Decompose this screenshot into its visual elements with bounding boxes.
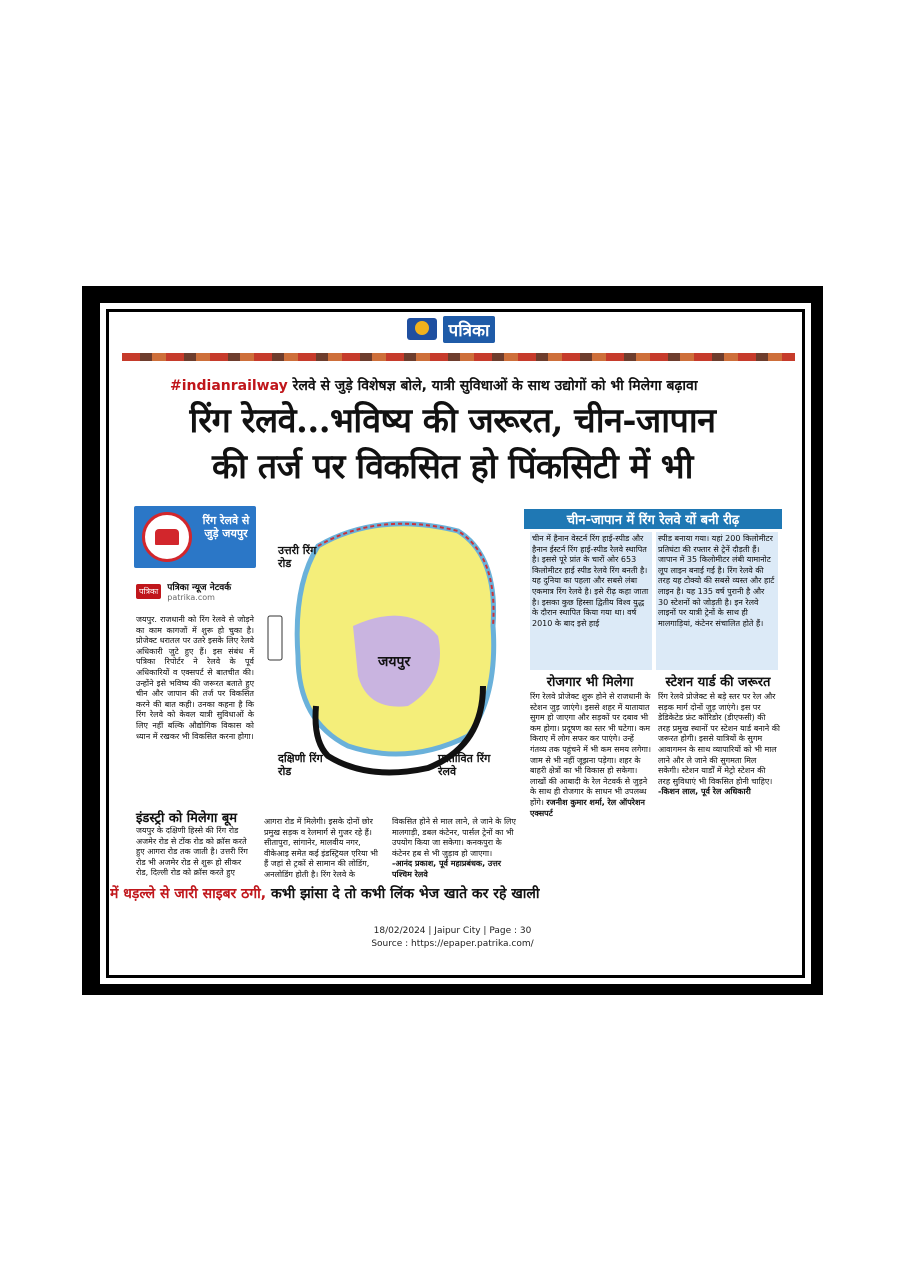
kicker xyxy=(170,376,697,395)
employment-signature: रजनीश कुमार शर्मा, रेल ऑपरेशन एक्सपर्ट xyxy=(530,797,645,818)
right-column-2: स्पीड बनाया गया। यहां 200 किलोमीटर प्रतिघंटा की रफ्तार से ट्रेनें दौड़ती हैं। जापान में 35 किलोमीटर लंबी यामानोट लूप लाइन बनाई गई है। रिंग रेलवे की तरह यह टोक्यो की सबसे व्यस्त और हार्ट लाइन है। यह 135 वर्ष पुरानी है और 30 स्टेशनों को जोड़ती है। इन रेलवे लाइनों पर यात्री ट्रेनों के साथ ही मालगाड़ियां, कंटेनर संचालित होते हैं। xyxy=(656,532,778,670)
left-subheading: इंडस्ट्री को मिलेगा बूम xyxy=(136,811,238,826)
headline xyxy=(110,398,795,490)
decorative-strip xyxy=(122,353,795,361)
mid-signature: -आनंद प्रकाश, पूर्व महाप्रबंधक, उत्तर पश्चिम रेलवे xyxy=(392,859,502,879)
map-north-label: उत्तरी रिंग रोड xyxy=(278,544,317,570)
map-south-label: दक्षिणी रिंग रोड xyxy=(278,752,323,778)
next-headline-rest: कभी झांसा दे तो कभी लिंक भेज खाते कर रहे खाली xyxy=(266,886,540,902)
left-body-text: जयपुर. राजधानी को रिंग रेलवे से जोड़ने का काम कागजों में शुरू हो चुका है। प्रोजेक्ट धरातल पर उतरे इसके लिए रेलवे अधिकारी जुटे हुए हैं। इस संबंध में पत्रिका रिपोर्टर ने रेलवे के पूर्व अधिकारियों व एक्सपर्ट से बातचीत की। उन्होंने इसे भविष्य की जरूरत बताते हुए चीन और जापान की तर्ज पर विकसित करने की बात कही। उनका कहना है कि रिंग रेलवे को केवल यात्री सुविधाओं के लिए नहीं बल्कि औद्योगिक विकास को ध्यान में रखकर भी विकसित करना होगा। xyxy=(136,615,254,741)
byline-badge: पत्रिका xyxy=(136,584,161,599)
headline-line-2: की तर्ज पर विकसित हो पिंकसिटी में भी xyxy=(212,447,693,487)
station-yard-subheading: स्टेशन यार्ड की जरूरत xyxy=(665,675,771,690)
masthead-name: पत्रिका xyxy=(443,316,496,343)
right-column-1: चीन में हैनान वेस्टर्न रिंग हाई-स्पीड और हैनान ईस्टर्न रिंग हाई-स्पीड रेलवे स्थापित है। इससे पूरे प्रांत के चारों ओर 653 किलोमीटर हाई स्पीड रेलवे रिंग बनती है। यह दुनिया का पहला और सबसे लंबा एकमात्र रिंग रेलवे है। इसे रीढ़ कहा जाता है। इसका कुछ हिस्सा द्वितीय विश्व युद्ध के दौरान स्थापित किया गया था। वर्ष 2010 के बाद इसे हाई xyxy=(530,532,652,670)
left-body-text-2: जयपुर के दक्षिणी हिस्से की रिंग रोड अजमेर रोड से टोंक रोड को क्रॉस करते हुए आगरा रोड तक जाती है। उत्तरी रिंग रोड भी अजमेर रोड से शुरू हो सीकर रोड, दिल्ली रोड को क्रॉस करते हुए xyxy=(136,826,248,878)
headline-line-1: रिंग रेलवे...भविष्य की जरूरत, चीन-जापान xyxy=(189,401,716,441)
employment-text: रिंग रेलवे प्रोजेक्ट शुरू होने से राजधानी के स्टेशन जुड़ जाएंगे। इससे शहर में यातायात सुगम हो जाएगा और सड़कों पर दबाव भी कम होगा। प्रदूषण का स्तर भी घटेगा। कम किराए में लोग सफर कर पाएंगे। उन्हें गंतव्य तक पहुंचने में भी कम समय लगेगा। जाम से भी नहीं जूझना पड़ेगा। शहर के बाहरी क्षेत्रों का भी विकास हो सकेगा। लाखों की आबादी के रेल नेटवर्क से जुड़ने के साथ ही रोजगार के साधन भी उपलब्ध होंगे। xyxy=(530,692,652,807)
next-headline-red: में धड़ल्ले से जारी साइबर ठगी, xyxy=(110,886,267,902)
station-yard-body xyxy=(658,692,780,798)
lion-logo-icon xyxy=(407,318,437,340)
mid-column-2-text: विकसित होने से माल लाने, ले जाने के लिए मालगाड़ी, डबल कंटेनर, पार्सल ट्रेनों का भी उपयोग किया जा सकेगा। कनकपुरा के कंटेनर हब से भी जुड़ाव हो जाएगा। xyxy=(392,817,516,858)
source-footer xyxy=(0,925,905,951)
newspaper-clipping xyxy=(110,312,795,912)
next-headline xyxy=(110,884,795,903)
byline-url: patrika.com xyxy=(167,593,215,602)
byline-name: पत्रिका न्यूज नेटवर्क xyxy=(167,583,232,593)
series-logo-text: रिंग रेलवे से जुड़े जयपुर xyxy=(202,514,250,540)
employment-subheading: रोजगार भी मिलेगा xyxy=(546,675,634,690)
kicker-tag: #indianrailway xyxy=(170,378,288,394)
byline xyxy=(136,580,231,602)
map-proposed-label: प्रस्तावित रिंग रेलवे xyxy=(438,752,491,778)
masthead xyxy=(390,314,512,344)
employment-body xyxy=(530,692,652,819)
train-marker-icon xyxy=(268,616,282,660)
kicker-text: रेलवे से जुड़े विशेषज्ञ बोले, यात्री सुविधाओं के साथ उद्योगों को भी मिलेगा बढ़ावा xyxy=(287,378,698,394)
map-city-label: जयपुर xyxy=(378,654,411,670)
station-yard-text: रिंग रेलवे प्रोजेक्ट से बड़े स्तर पर रेल और सड़क मार्ग दोनों जुड़ जाएंगे। इस पर डेडिकेटेड फ्रंट कॉरिडोर (डीएफसी) की तरह प्रमुख स्थानों पर स्टेशन यार्ड बनाने की जरूरत होगी। इससे यात्रियों के सुगम आवागमन के साथ व्यापारियों को भी माल लाने और ले जाने की सुगमता मिल सकेगी। स्टेशन यार्डों में मेट्रो स्टेशन की तरह सुविधाएं भी विकसित होनी चाहिए। xyxy=(658,692,780,786)
mid-column-1: आगरा रोड में मिलेगी। इसके दोनों छोर प्रमुख सड़क व रेलमार्ग से गुजर रहे हैं। सीतापुरा, सांगानेर, मालवीय नगर, वीकेआइ समेत कई इंडस्ट्रियल एरिया भी हैं जहां से ट्रकों से सामान की लोडिंग, अनलोडिंग होती है। रिंग रेलवे के xyxy=(264,817,378,879)
train-icon xyxy=(142,512,192,562)
series-logo xyxy=(134,506,256,568)
station-yard-signature: -किशन लाल, पूर्व रेल अधिकारी xyxy=(658,787,751,797)
footer-source-line: Source : https://epaper.patrika.com/ xyxy=(371,939,534,949)
footer-date-line: 18/02/2024 | Jaipur City | Page : 30 xyxy=(373,926,532,936)
mid-column-2 xyxy=(392,817,518,881)
right-section-header: चीन-जापान में रिंग रेलवे यों बनी रीढ़ xyxy=(524,509,782,529)
